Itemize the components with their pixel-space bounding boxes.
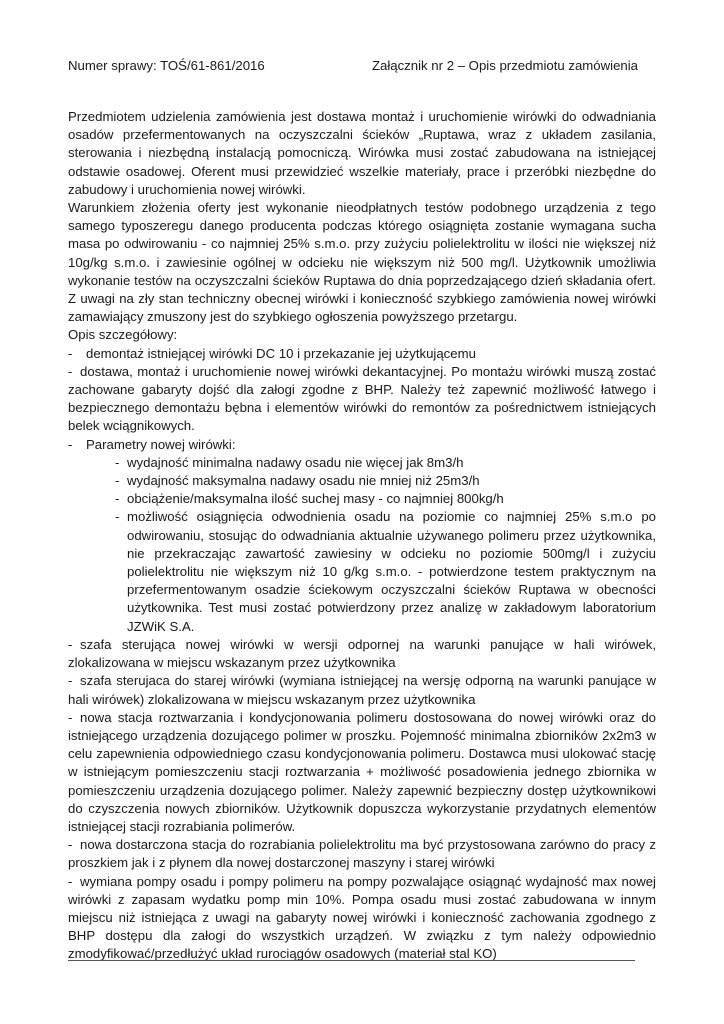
list-item-parameters: - Parametry nowej wirówki: [68,436,656,454]
list-item-pumps: - wymiana pompy osadu i pompy polimeru na pompy pozwalające osiągnąć wydajność max nowej wirówki z zapasam wydatku pomp min 10%. Pompa osadu musi zostać zabudowana w innym miejscu niż istniejąca z uwagi na gabaryty nowej wirówki i konieczność zachowania zgodnego z BHP dostępu dla załogi do wszystkich urządzeń. W związku z tym należy odpowiednio zmodyfikować/przedłużyć układ rurociągów osadowych (materiał stal KO) [68,873,656,964]
list-item-polyelectrolyte-station: - nowa dostarczona stacja do rozrabiania polielektrolitu ma być przystosowana zarówno do pracy z proszkiem jak i z płynem dla nowej dostarczonej maszyny i starej wirówki [68,836,656,872]
conditions-paragraph: Warunkiem złożenia oferty jest wykonanie nieodpłatnych testów podobnego urządzenia z tego samego typoszeregu danego producenta podczas którego osiągnięta zostanie wymagana sucha masa po odwirowaniu - co najmniej 25% s.m.o. przy zużyciu polielektrolitu w ilości nie większej niż 10g/kg s.m.o. i zawiesinie ogólnej w odcieku nie większym niż 500 mg/l. Użytkownik umożliwia wykonanie testów na oczyszczalni ścieków Ruptawa do dnia poprzedzającego dzień składania ofert. Z uwagi na zły stan techniczny obecnej wirówki i konieczność szybkiego zamówienia nowej wirówki zamawiający zmuszony jest do szybkiego ogłoszenia powyższego przetargu. [68,200,656,325]
sublist-item-max-capacity: - wydajność maksymalna nadawy osadu nie mniej niż 25m3/h [115,472,656,490]
page-header [68,57,638,75]
details-heading: Opis szczegółowy: [68,327,178,343]
footer-divider [68,960,635,961]
attachment-title: Załącznik nr 2 – Opis przedmiotu zamówienia [371,58,638,73]
sublist-item-dewatering: - możliwość osiągnięcia odwodnienia osadu na poziomie co najmniej 25% s.m.o po odwirowaniu, stosując do odwadniania aktualnie używanego polimeru przez użytkownika, nie przekraczając zawartość zawiesiny w odcieku no poziomie 500mg/l i zużyciu polielektrolitu nie większym niż 10 g/kg s.m.o. - potwierdzone testem praktycznym na przefermentowanym osadzie ściekowym oczyszczalni ścieków Ruptawa w obecności użytkownika. Test musi zostać potwierdzony przez analizę w zakładowym laboratorium JZWiK S.A. [115,508,656,635]
document-body [68,108,656,964]
sublist-item-min-capacity: - wydajność minimalna nadawy osadu nie więcej jak 8m3/h [115,454,656,472]
list-item-polymer-station: - nowa stacja roztwarzania i kondycjonowania polimeru dostosowana do nowej wirówki oraz do istniejącego urządzenia dozującego polimer w proszku. Pojemność minimalna zbiorników 2x2m3 w celu zapewnienia odpowiedniego czasu kondycjonowania polimeru. Dostawca musi ulokować stację w istniejącym pomieszczeniu stacji roztwarzania + możliwość posadowienia jednego zbiornika w pomieszczeniu urządzenia dozującego polimer. Należy zapewnić bezpieczny dostęp użytkownikowi do czyszczenia nowych zbiorników. Użytkownik dopuszcza wykorzystanie przydatnych elementów istniejącej stacji rozrabiania polimerów. [68,709,656,836]
list-item-dismantle: - demontaż istniejącej wirówki DC 10 i przekazanie jej użytkującemu [68,345,656,363]
sublist-item-load: - obciążenie/maksymalna ilość suchej masy - co najmniej 800kg/h [115,490,656,508]
intro-paragraph: Przedmiotem udzielenia zamówienia jest dostawa montaż i uruchomienie wirówki do odwadniania osadów przefermentowanych na oczyszczalni ścieków „Ruptawa, wraz z układem zasilania, sterowania i niezbędną instalacją pomocniczą. Wirówka musi zostać zabudowana na istniejącej odstawie osadowej. Oferent musi przewidzieć wszelkie materiały, prace i przeróbki niezbędne do zabudowy i uruchomienia nowej wirówki. [68,109,656,197]
case-number: Numer sprawy: TOŚ/61-861/2016 [68,58,265,73]
list-item-old-control-cabinet: - szafa sterujaca do starej wirówki (wymiana istniejącej na wersję odporną na warunki panujące w hali wirówek) zlokalizowana w miejscu wskazanym przez użytkownika [68,672,656,708]
list-item-delivery: - dostawa, montaż i uruchomienie nowej wirówki dekantacyjnej. Po montażu wirówki muszą zostać zachowane gabaryty dojść dla załogi zgodne z BHP. Należy też zapewnić możliwość łatwego i bezpiecznego demontażu bębna i elementów wirówki do remontów za pośrednictwem istniejących belek wciągnikowych. [68,363,656,436]
list-item-new-control-cabinet: - szafa sterująca nowej wirówki w wersji odpornej na warunki panujące w hali wirówek, zlokalizowana w miejscu wskazanym przez użytkownika [68,636,656,672]
